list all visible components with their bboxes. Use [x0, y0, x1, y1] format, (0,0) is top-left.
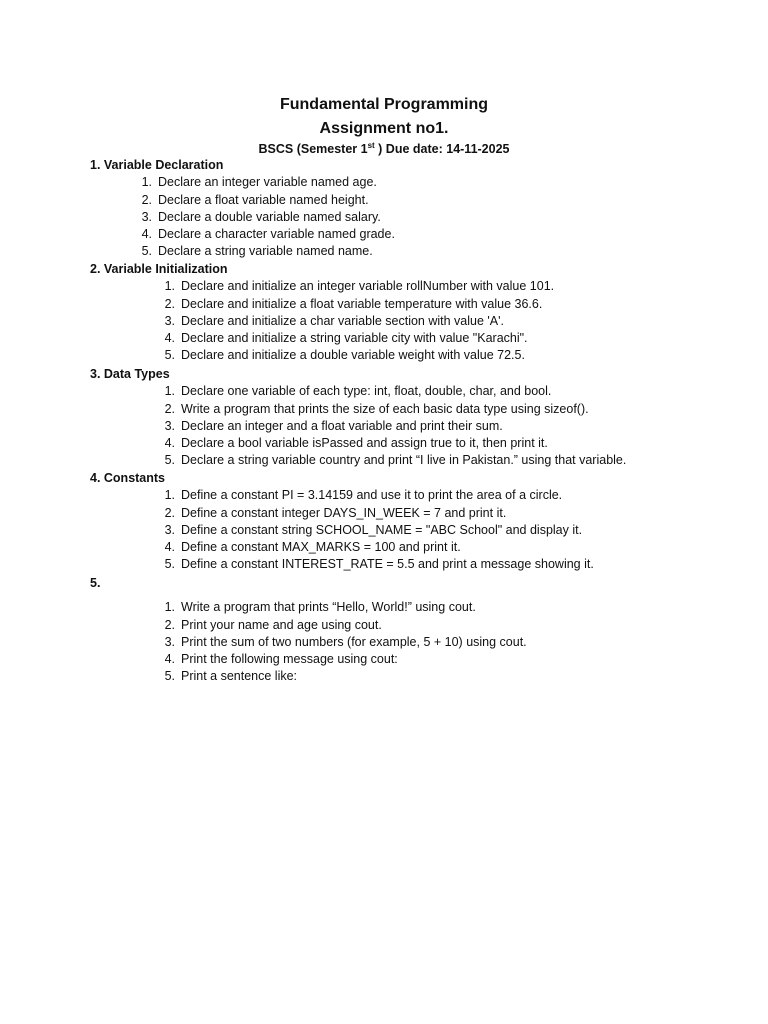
item-number: 5. — [164, 453, 175, 468]
item-number: 4. — [164, 331, 175, 346]
list-item — [90, 668, 728, 685]
item-text: Declare a double variable named salary. — [158, 209, 381, 224]
section-constants — [90, 470, 728, 574]
item-text: Write a program that prints “Hello, World!” using cout. — [181, 600, 476, 615]
section-heading: 4. Constants — [90, 471, 166, 485]
section-five — [90, 575, 728, 686]
list-item — [90, 487, 728, 504]
list-item — [90, 383, 728, 400]
item-number: 1. — [164, 600, 175, 615]
item-text: Declare a bool variable isPassed and assign true to it, then print it. — [181, 436, 548, 451]
item-number: 2. — [141, 192, 152, 207]
task-list — [90, 599, 728, 685]
item-number: 1. — [164, 384, 175, 399]
item-number: 2. — [164, 505, 175, 520]
item-text: Declare a float variable named height. — [158, 192, 369, 207]
item-number: 3. — [141, 209, 152, 224]
item-number: 2. — [164, 296, 175, 311]
document-title: Fundamental Programming — [279, 96, 489, 113]
item-number: 3. — [164, 522, 175, 537]
item-number: 2. — [164, 401, 175, 416]
list-item — [90, 192, 728, 209]
section-data-types — [90, 366, 728, 470]
item-number: 4. — [164, 540, 175, 555]
item-text: Declare one variable of each type: int, float, double, char, and bool. — [181, 384, 552, 399]
due-date-label: ) Due date: 14-11-2025 — [374, 142, 510, 156]
item-number: 4. — [164, 436, 175, 451]
list-item — [90, 539, 728, 556]
item-number: 1. — [164, 279, 175, 294]
list-item — [90, 174, 728, 191]
list-item — [90, 278, 728, 295]
section-variable-declaration — [90, 157, 728, 261]
item-number: 5. — [141, 244, 152, 259]
item-text: Declare a string variable country and print “I live in Pakistan.” using that variable. — [181, 453, 627, 468]
list-item — [90, 599, 728, 616]
course-label: BSCS (Semester 1 — [258, 142, 368, 156]
item-text: Write a program that prints the size of each basic data type using sizeof(). — [181, 401, 589, 416]
item-number: 1. — [141, 175, 152, 190]
list-item — [90, 522, 728, 539]
item-text: Declare and initialize an integer variable rollNumber with value 101. — [181, 279, 555, 294]
list-item — [90, 209, 728, 226]
list-item — [90, 634, 728, 651]
list-item — [90, 505, 728, 522]
course-due-date-line — [0, 141, 768, 158]
item-text: Declare a character variable named grade. — [158, 227, 395, 242]
list-item — [90, 243, 728, 260]
list-item — [90, 401, 728, 418]
ordinal-superscript: st — [367, 140, 375, 150]
list-item — [90, 452, 728, 469]
item-number: 1. — [164, 488, 175, 503]
item-text: Print a sentence like: — [181, 669, 298, 684]
section-heading: 3. Data Types — [90, 367, 170, 381]
section-heading: 1. Variable Declaration — [90, 158, 224, 172]
item-number: 4. — [164, 652, 175, 667]
section-heading: 5. — [90, 576, 101, 590]
item-text: Declare a string variable named name. — [158, 244, 373, 259]
list-item — [90, 435, 728, 452]
item-number: 4. — [141, 227, 152, 242]
item-text: Define a constant string SCHOOL_NAME = "ABC School" and display it. — [181, 522, 583, 537]
item-text: Define a constant integer DAYS_IN_WEEK = 7 and print it. — [181, 505, 507, 520]
item-text: Declare and initialize a double variable weight with value 72.5. — [181, 348, 525, 363]
task-list — [90, 278, 728, 364]
task-list — [90, 174, 728, 260]
item-number: 5. — [164, 557, 175, 572]
task-list — [90, 383, 728, 469]
item-text: Define a constant INTEREST_RATE = 5.5 and print a message showing it. — [181, 557, 594, 572]
item-text: Declare and initialize a char variable section with value 'A'. — [181, 313, 504, 328]
item-text: Declare and initialize a float variable temperature with value 36.6. — [181, 296, 543, 311]
section-heading: 2. Variable Initialization — [90, 262, 228, 276]
list-item — [90, 418, 728, 435]
item-number: 2. — [164, 617, 175, 632]
list-item — [90, 330, 728, 347]
list-item — [90, 651, 728, 668]
task-list — [90, 487, 728, 573]
item-number: 3. — [164, 313, 175, 328]
list-item — [90, 226, 728, 243]
item-number: 5. — [164, 669, 175, 684]
item-number: 3. — [164, 418, 175, 433]
item-text: Print the sum of two numbers (for example, 5 + 10) using cout. — [181, 634, 527, 649]
item-text: Define a constant MAX_MARKS = 100 and print it. — [181, 540, 461, 555]
list-item — [90, 617, 728, 634]
item-text: Declare an integer variable named age. — [158, 175, 377, 190]
item-number: 3. — [164, 634, 175, 649]
list-item — [90, 556, 728, 573]
document-subtitle: Assignment no1. — [319, 120, 449, 137]
item-text: Declare an integer and a float variable and print their sum. — [181, 418, 503, 433]
item-text: Print your name and age using cout. — [181, 617, 382, 632]
item-text: Print the following message using cout: — [181, 652, 398, 667]
list-item — [90, 296, 728, 313]
item-text: Declare and initialize a string variable city with value "Karachi". — [181, 331, 528, 346]
list-item — [90, 313, 728, 330]
item-number: 5. — [164, 348, 175, 363]
list-item — [90, 347, 728, 364]
section-variable-initialization — [90, 261, 728, 365]
item-text: Define a constant PI = 3.14159 and use it to print the area of a circle. — [181, 488, 563, 503]
